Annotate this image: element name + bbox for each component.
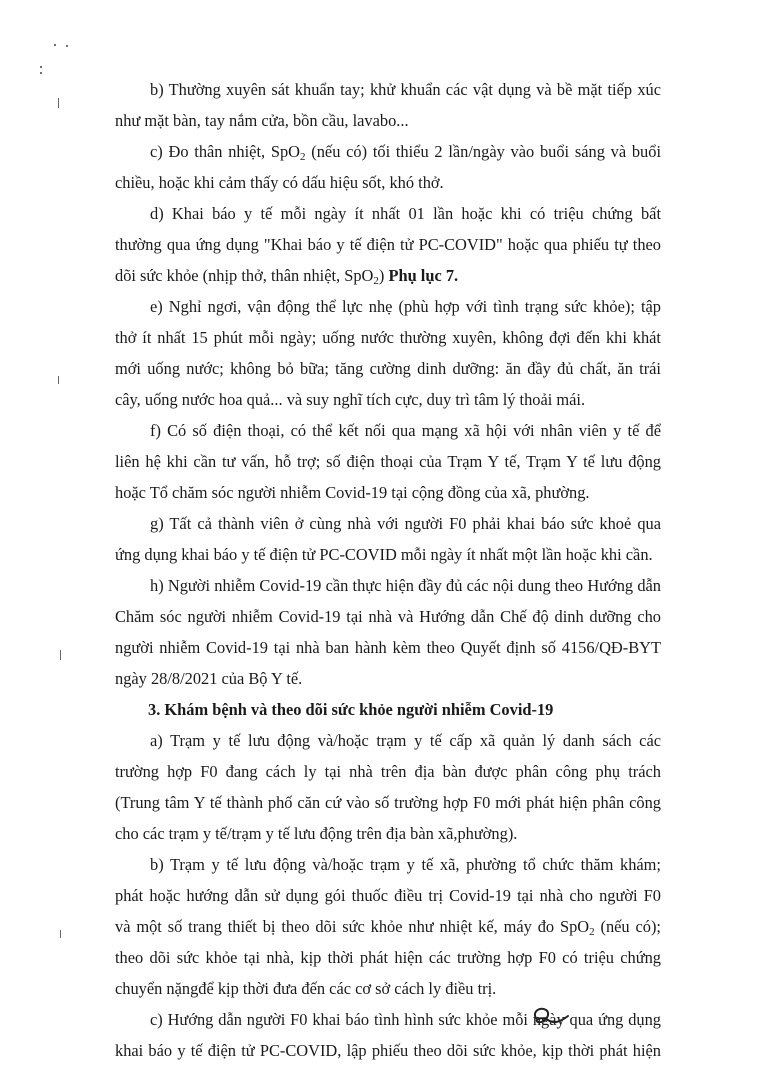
para-g-line: ứng dụng khai báo y tế điện tử PC-COVID mỗi ngày ít nhất một lần hoặc khi cần. <box>115 545 653 564</box>
section3-b-line: phát hoặc hướng dẫn sử dụng gói thuốc điều trị Covid-19 tại nhà cho người F0 <box>115 886 661 905</box>
section3-b-line: và một số trang thiết bị theo dõi sức khỏe như nhiệt kế, máy đo SpO$_2$ (nếu có); <box>115 917 661 938</box>
para-b-line: b) Thường xuyên sát khuẩn tay; khử khuẩn các vật dụng và bề mặt tiếp xúc <box>150 80 661 99</box>
scan-speck <box>54 44 56 46</box>
appendix-ref: Phụ lục 7. <box>388 266 459 285</box>
para-b-line: như mặt bàn, tay nắm cửa, bồn cầu, lavabo... <box>115 111 409 130</box>
para-f-line: liên hệ khi cần tư vấn, hỗ trợ; số điện thoại của Trạm Y tế, Trạm Y tế lưu động <box>115 452 661 471</box>
para-f-line: hoặc Tổ chăm sóc người nhiễm Covid-19 tại cộng đồng của xã, phường. <box>115 483 590 502</box>
para-d-line: d) Khai báo y tế mỗi ngày ít nhất 01 lần hoặc khi có triệu chứng bất <box>150 204 661 223</box>
section-heading: 3. Khám bệnh và theo dõi sức khỏe người nhiễm Covid-19 <box>148 700 554 719</box>
scan-speck <box>66 45 68 47</box>
para-h-line: h) Người nhiễm Covid-19 cần thực hiện đầy đủ các nội dung theo Hướng dẫn <box>150 576 661 595</box>
para-d-line: thường qua ứng dụng "Khai báo y tế điện tử PC-COVID" hoặc qua phiếu tự theo <box>115 235 661 254</box>
scan-speck <box>40 72 42 74</box>
para-h-line: Chăm sóc người nhiễm Covid-19 tại nhà và Hướng dẫn Chế độ dinh dưỡng cho <box>115 607 661 626</box>
section3-b-line: theo dõi sức khỏe tại nhà, kịp thời phát hiện các trường hợp F0 có triệu chứng <box>115 948 661 967</box>
para-h-line: người nhiễm Covid-19 tại nhà ban hành kèm theo Quyết định số 4156/QĐ-BYT <box>115 638 661 657</box>
section3-a-line: (Trung tâm Y tế thành phố căn cứ vào số trường hợp F0 mới phát hiện phân công <box>115 793 661 812</box>
para-f-line: f) Có số điện thoại, có thể kết nối qua mạng xã hội với nhân viên y tế để <box>150 421 661 440</box>
para-e-line: e) Nghỉ ngơi, vận động thể lực nhẹ (phù hợp với tình trạng sức khỏe); tập <box>150 297 661 316</box>
scan-mark <box>58 376 59 384</box>
scan-speck <box>40 66 42 68</box>
section3-c-line: khai báo y tế điện tử PC-COVID, lập phiếu theo dõi sức khỏe, kịp thời phát hiện <box>115 1041 661 1060</box>
para-d-line: dõi sức khỏe (nhịp thở, thân nhiệt, SpO$_2$) Phụ lục 7. <box>115 266 459 287</box>
para-e-line: thở ít nhất 15 phút mỗi ngày; uống nước thường xuyên, không đợi đến khi khát <box>115 328 661 347</box>
section3-b-line: chuyển nặngđể kịp thời đưa đến các cơ sở cách ly điều trị. <box>115 979 497 998</box>
section3-a-line: trường hợp F0 đang cách ly tại nhà trên địa bàn được phân công phụ trách <box>115 762 661 781</box>
para-c-line: chiều, hoặc khi cảm thấy có dấu hiệu sốt, khó thở. <box>115 173 444 192</box>
scan-mark <box>60 650 61 660</box>
scan-mark <box>60 930 61 938</box>
signature-initials <box>528 1004 572 1030</box>
para-g-line: g) Tất cả thành viên ở cùng nhà với người F0 phải khai báo sức khoẻ qua <box>150 514 661 533</box>
para-e-line: cây, uống nước hoa quả... và suy nghĩ tích cực, duy trì tâm lý thoải mái. <box>115 390 586 409</box>
section3-a-line: a) Trạm y tế lưu động và/hoặc trạm y tế cấp xã quản lý danh sách các <box>150 731 661 750</box>
section3-b-line: b) Trạm y tế lưu động và/hoặc trạm y tế xã, phường tổ chức thăm khám; <box>150 855 661 874</box>
section3-c-line: c) Hướng dẫn người F0 khai báo tình hình sức khỏe mỗi ngày qua ứng dụng <box>150 1010 661 1029</box>
section3-a-line: cho các trạm y tế/trạm y tế lưu động trên địa bàn xã,phường). <box>115 824 518 843</box>
scan-mark <box>58 98 59 108</box>
para-e-line: mới uống nước; không bỏ bữa; tăng cường dinh dưỡng: ăn đầy đủ chất, ăn trái <box>115 359 661 378</box>
para-c-line: c) Đo thân nhiệt, SpO$_2$ (nếu có) tối thiểu 2 lần/ngày vào buổi sáng và buổi <box>150 142 661 163</box>
para-h-line: ngày 28/8/2021 của Bộ Y tế. <box>115 669 303 688</box>
